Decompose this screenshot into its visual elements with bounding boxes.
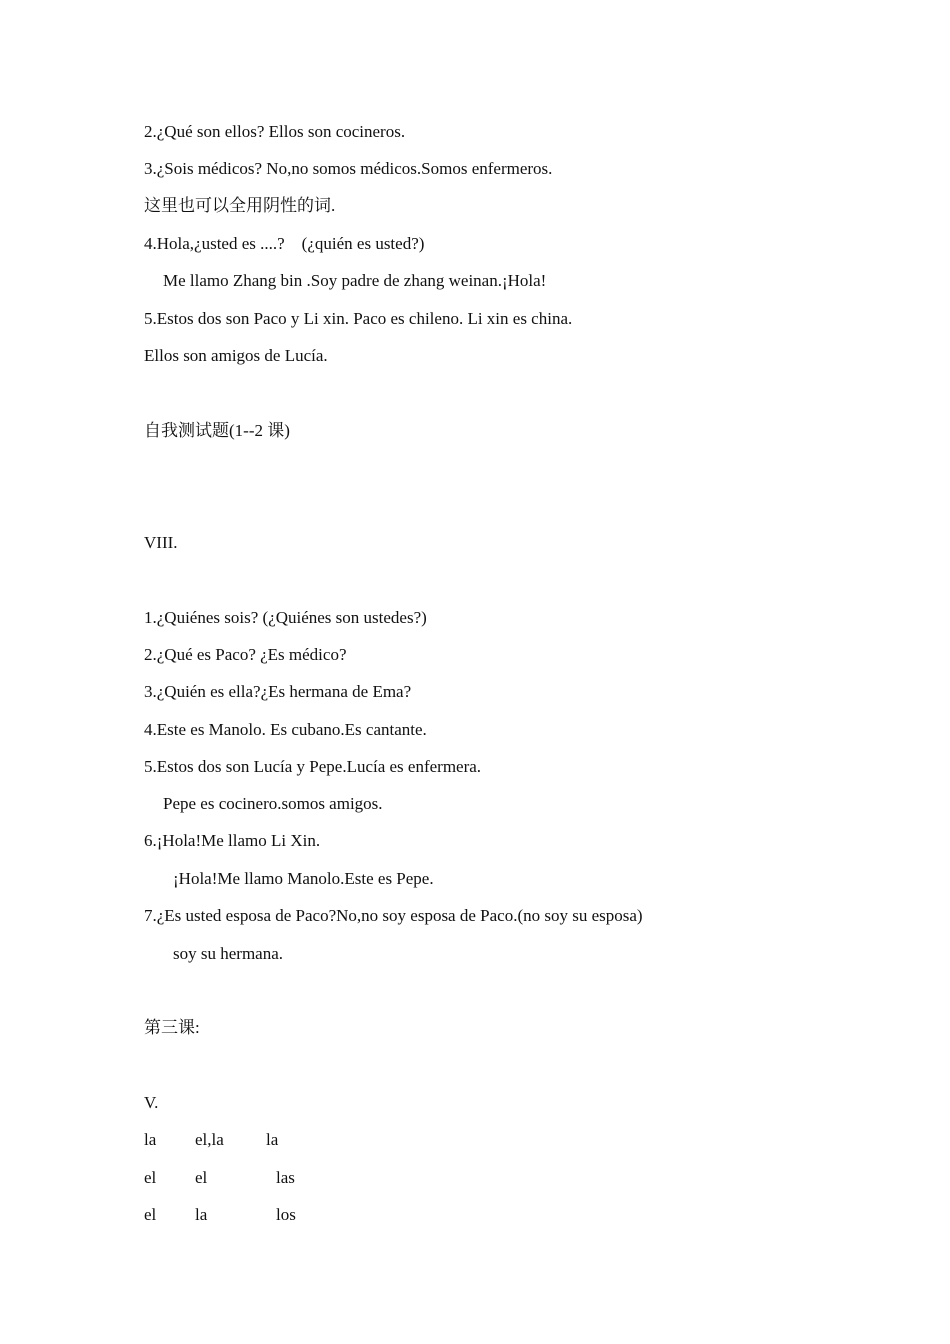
text-line: 5.Estos dos son Paco y Li xin. Paco es chileno. Li xin es china. [144, 309, 573, 328]
table-cell: los [276, 1205, 296, 1224]
lesson-heading: 第三课: [144, 1018, 200, 1037]
table-cell: la [266, 1130, 279, 1149]
text-line: ¡Hola!Me llamo Manolo.Este es Pepe. [173, 869, 434, 888]
text-line: Me llamo Zhang bin .Soy padre de zhang weinan.¡Hola! [163, 271, 547, 290]
text-line: Ellos son amigos de Lucía. [144, 346, 328, 365]
text-line: soy su hermana. [173, 944, 284, 963]
text-line: 1.¿Quiénes sois? (¿Quiénes son ustedes?) [144, 608, 427, 627]
text-line: 4.Este es Manolo. Es cubano.Es cantante. [144, 720, 427, 739]
table-cell: el [144, 1205, 157, 1224]
text-line: 5.Estos dos son Lucía y Pepe.Lucía es enfermera. [144, 757, 482, 776]
table-cell: las [276, 1168, 295, 1187]
exercise-heading: V. [144, 1093, 159, 1112]
text-line: Pepe es cocinero.somos amigos. [163, 794, 383, 813]
table-cell: el [195, 1168, 208, 1187]
table-cell: el,la [195, 1130, 224, 1149]
text-line: 3.¿Quién es ella?¿Es hermana de Ema? [144, 682, 412, 701]
section-heading: 自我测试题(1--2 课) [144, 421, 290, 440]
exercise-heading: VIII. [144, 533, 178, 552]
text-line: 3.¿Sois médicos? No,no somos médicos.Somos enfermeros. [144, 159, 553, 178]
text-line: 2.¿Qué son ellos? Ellos son cocineros. [144, 122, 406, 141]
text-line: 7.¿Es usted esposa de Paco?No,no soy esposa de Paco.(no soy su esposa) [144, 906, 643, 925]
table-cell: la [144, 1130, 157, 1149]
text-line: 2.¿Qué es Paco? ¿Es médico? [144, 645, 347, 664]
table-cell: el [144, 1168, 157, 1187]
text-line: 这里也可以全用阴性的词. [144, 196, 336, 215]
text-line: 6.¡Hola!Me llamo Li Xin. [144, 831, 321, 850]
table-cell: la [195, 1205, 208, 1224]
text-line: 4.Hola,¿usted es ....? (¿quién es usted?) [144, 234, 425, 253]
